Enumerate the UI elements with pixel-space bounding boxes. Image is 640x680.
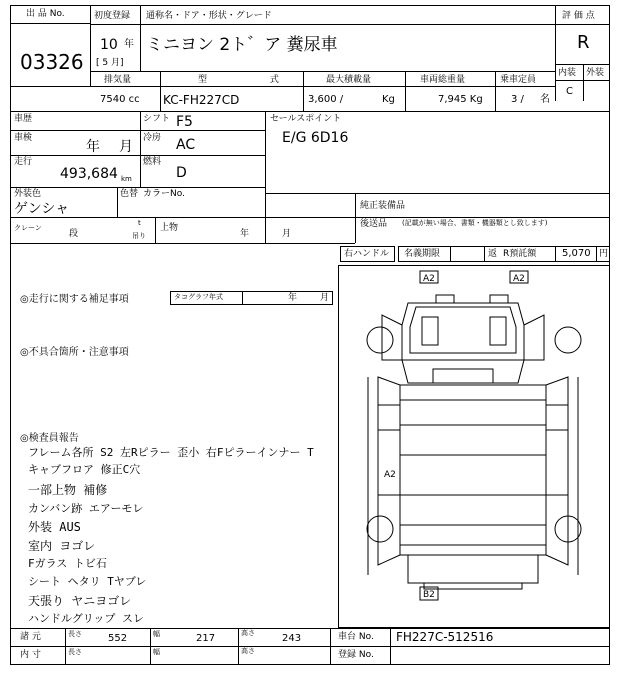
tacho-label: タコグラフ年式 — [174, 293, 223, 301]
name-change-label: 名義期限 — [404, 249, 441, 259]
registration-label: 登録 No. — [338, 650, 374, 660]
internal-length-label: 長さ — [68, 648, 82, 656]
dims-label: 諸 元 — [20, 632, 41, 642]
inspection-year: 年 — [86, 139, 100, 155]
sales-point: E/G 6D16 — [282, 130, 349, 146]
chassis-label: 車台 No. — [338, 632, 374, 642]
exterior-grade-label: 外装 — [586, 68, 605, 78]
aftermarket-note: (記載が無い場合、書類・機器類とし致します) — [402, 219, 548, 227]
inspection-label: 車検 — [14, 133, 33, 143]
inspector-line: 天張り ヤニヨゴレ — [28, 594, 132, 608]
inspector-heading: ◎検査員報告 — [20, 433, 79, 444]
body-month: 月 — [282, 229, 292, 239]
color-change-label: 色替 — [120, 189, 139, 199]
inspection-month: 月 — [119, 139, 133, 155]
max-capacity: 3,600 / — [308, 94, 344, 105]
lot-no: 03326 — [20, 50, 84, 74]
travel-heading: ◎走行に関する補足事項 — [20, 294, 129, 305]
mileage: 493,684 — [60, 166, 118, 182]
passengers-label: 乗車定員 — [500, 75, 537, 85]
inspector-line: ハンドルグリップ スレ — [28, 612, 144, 625]
inspector-line: カンバン跡 エアーモレ — [28, 502, 144, 515]
first-reg-month: [ 5 月] — [96, 58, 124, 68]
aftermarket-label: 後送品 — [360, 219, 388, 229]
width-label: 幅 — [153, 630, 160, 638]
height: 243 — [282, 633, 302, 644]
grade-label: 評 価 点 — [562, 11, 595, 21]
inspector-line: Fガラス トビ石 — [28, 557, 107, 570]
inspector-line: 外装 AUS — [28, 520, 81, 534]
tacho-year: 年 — [288, 293, 298, 303]
passengers: 3 / — [511, 94, 524, 105]
model-label: 通称名・ドア・形状・グレード — [146, 11, 272, 21]
inspector-line: フレーム各所 S2 左Rピラー 歪小 右Fピラーインナー T — [28, 446, 314, 459]
diagram-mark-a2-front-right: A2 — [513, 274, 525, 284]
history-label: 車歴 — [14, 114, 33, 124]
color: ゲンシャ — [14, 201, 70, 217]
body-year: 年 — [240, 229, 250, 239]
height-label: 高さ — [241, 629, 255, 637]
interior-grade-label: 内装 — [558, 68, 577, 78]
internal-label: 内 寸 — [20, 650, 41, 660]
fuel-label: 燃料 — [143, 157, 162, 167]
crane-label: クレーン — [14, 224, 42, 232]
diagram-mark-a2-side: A2 — [384, 470, 396, 480]
color-label: 外装色 — [14, 189, 42, 199]
gross-weight: 7,945 Kg — [438, 94, 483, 105]
crane-t: t — [138, 219, 141, 227]
r-deposit: 5,070 — [562, 248, 591, 259]
mileage-label: 走行 — [14, 157, 33, 167]
model-name: ミニヨン 2ト゛ア 糞尿車 — [146, 35, 338, 55]
sales-point-label: セールスポイント — [270, 114, 342, 124]
first-reg-year: 10 — [100, 37, 118, 53]
return-label: 返 — [488, 249, 498, 259]
internal-height-label: 高さ — [241, 647, 255, 655]
passengers-unit: 名 — [540, 94, 550, 105]
lot-no-label: 出 品 No. — [26, 9, 65, 19]
r-deposit-label: R預託額 — [503, 249, 537, 259]
type-label: 型 式 — [198, 75, 309, 85]
mileage-unit: km — [121, 175, 132, 183]
color-code-label: カラーNo. — [143, 189, 185, 199]
displacement-label: 排気量 — [104, 75, 132, 85]
body-label: 上物 — [160, 223, 179, 233]
ac-label: 冷房 — [143, 133, 162, 143]
interior-grade: C — [566, 86, 573, 97]
crane-lift: 吊り — [132, 232, 146, 240]
inspector-line: キャブフロア 修正C穴 — [28, 463, 141, 476]
shift: F5 — [176, 114, 193, 130]
tacho-month: 月 — [320, 293, 330, 303]
inspector-line: 室内 ヨゴレ — [28, 539, 96, 553]
overall-grade: R — [577, 32, 590, 53]
model-type: KC-FH227CD — [163, 93, 240, 107]
diagram-mark-b2-rear: B2 — [423, 590, 435, 600]
length-label: 長さ — [68, 630, 82, 638]
chassis-no: FH227C-512516 — [396, 630, 494, 644]
internal-width-label: 幅 — [153, 648, 160, 656]
capacity-label: 最大積載量 — [326, 75, 372, 85]
gross-weight-label: 車両総重量 — [420, 75, 466, 85]
truck-diagram — [338, 265, 610, 628]
fuel: D — [176, 165, 187, 181]
genuine-equipment-label: 純正装備品 — [360, 201, 406, 211]
inspector-line: 一部上物 補修 — [28, 483, 108, 497]
defects-heading: ◎不具合箇所・注意事項 — [20, 347, 129, 358]
length: 552 — [108, 633, 128, 644]
max-capacity-unit: Kg — [382, 94, 395, 105]
inspector-line: シート ヘタリ Tヤブレ — [28, 575, 147, 588]
first-reg-label: 初度登録 — [94, 11, 131, 21]
displacement: 7540 cc — [100, 94, 140, 105]
steering: 右ハンドル — [344, 249, 390, 259]
crane-stage: 段 — [69, 229, 79, 239]
r-deposit-unit: 円 — [599, 249, 609, 259]
diagram-mark-a2-front-left: A2 — [423, 274, 435, 284]
width: 217 — [196, 633, 216, 644]
ac: AC — [176, 137, 196, 153]
shift-label: シフト — [143, 114, 171, 124]
year-char: 年 — [124, 39, 134, 50]
